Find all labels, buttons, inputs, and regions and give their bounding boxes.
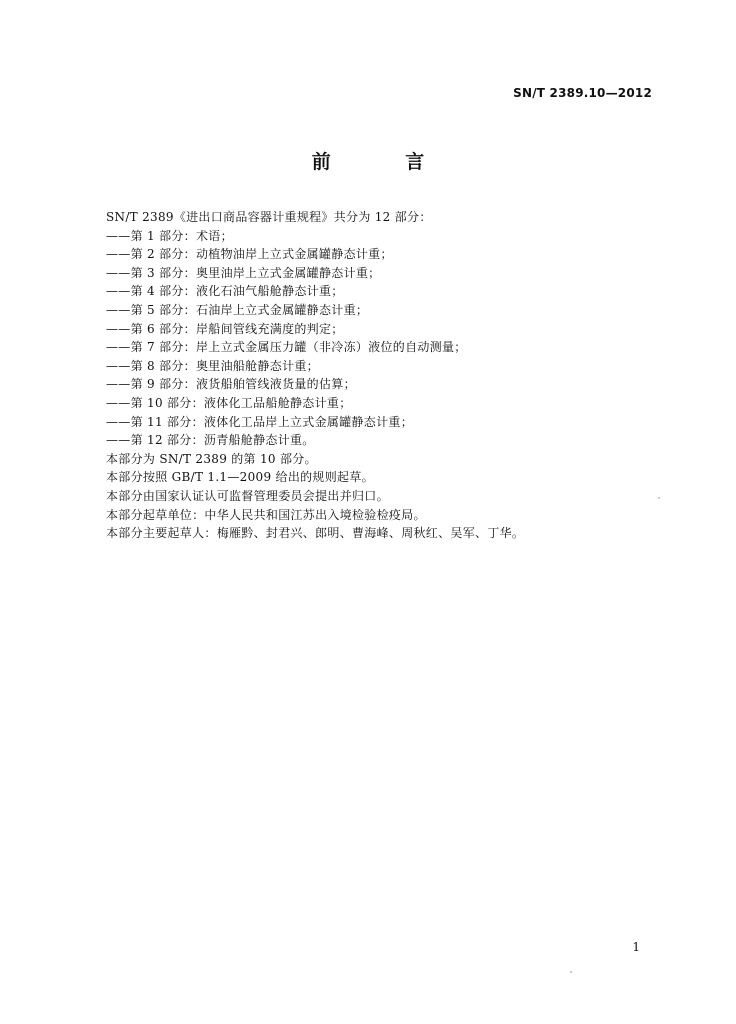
part-list-item: ——第 5 部分：石油岸上立式金属罐静态计重；: [106, 302, 369, 317]
statement-line: 本部分按照 GB/T 1.1—2009 给出的规则起草。: [106, 470, 374, 485]
part-list-item: ——第 9 部分：液货船舶管线液货量的估算；: [106, 377, 356, 392]
page-number: 1: [632, 940, 640, 954]
part-list-item: ——第 11 部分：液体化工品岸上立式金属罐静态计重；: [106, 414, 414, 429]
foreword-body: [106, 208, 666, 543]
statement-line: 本部分由国家认证认可监督管理委员会提出并归口。: [106, 488, 389, 503]
part-list-item: ——第 3 部分：奥里油岸上立式金属罐静态计重；: [106, 265, 381, 280]
scan-speck: [570, 971, 572, 973]
part-list-item: ——第 8 部分：奥里油船舱静态计重；: [106, 358, 319, 373]
scan-speck: [658, 497, 660, 499]
statement-line: 本部分起草单位：中华人民共和国江苏出入境检验检疫局。: [106, 507, 426, 522]
statement-line: 本部分主要起草人：梅雁黔、封君兴、郎明、曹海峰、周秋红、吴军、丁华。: [106, 526, 525, 541]
standard-code: SN/T 2389.10—2012: [513, 86, 652, 100]
intro-line: SN/T 2389《进出口商品容器计重规程》共分为 12 部分：: [106, 210, 432, 224]
part-list-item: ——第 6 部分：岸船间管线充满度的判定；: [106, 321, 344, 336]
part-list-item: ——第 10 部分：液体化工品船舱静态计重；: [106, 395, 352, 410]
part-list-item: ——第 12 部分：沥青船舱静态计重。: [106, 433, 315, 448]
statement-line: 本部分为 SN/T 2389 的第 10 部分。: [106, 451, 317, 466]
part-list-item: ——第 4 部分：液化石油气船舱静态计重；: [106, 284, 344, 299]
page-title: 前 言: [311, 151, 459, 173]
part-list-item: ——第 2 部分：动植物油岸上立式金属罐静态计重；: [106, 247, 393, 262]
part-list-item: ——第 1 部分：术语；: [106, 228, 233, 243]
part-list-item: ——第 7 部分：岸上立式金属压力罐（非冷冻）液位的自动测量；: [106, 340, 467, 355]
